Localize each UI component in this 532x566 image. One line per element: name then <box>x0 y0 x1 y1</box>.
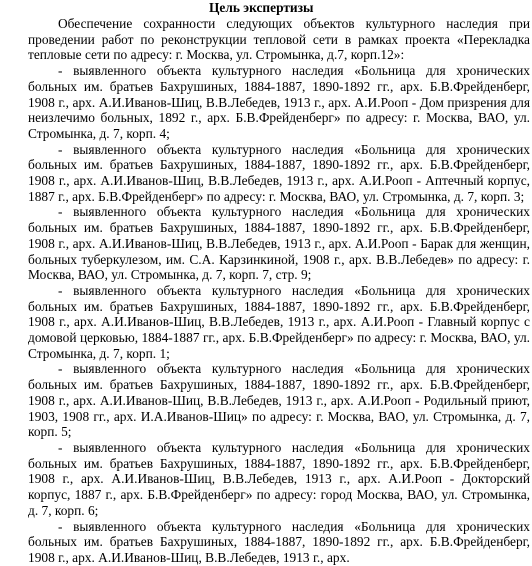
heritage-object-item-6: - выявленного объекта культурного наследия «Больница для хронических больных им. братьев Бахрушиных, 1884-1887, 1890-1892 гг., арх. Б.В.Фрейденберг, 1908 г., арх. А.И.Иванов-Шиц, В.В.Лебедев, 1913 г., арх. А.И.Рооп - Докторский корпус, 1887 г., арх. Б.В.Фрейденберг» по адресу: город Москва, ВАО, ул. Стромынка, д. 7, корп. 6; <box>28 439 530 518</box>
intro-paragraph: Обеспечение сохранности следующих объектов культурного наследия при проведении работ по реконструкции тепловой сети в рамках проекта «Перекладка тепловые сети по адресу: г. Москва, ул. Стромынка, д.7, корп.12»: <box>28 16 530 63</box>
heritage-object-item-7: - выявленного объекта культурного наследия «Больница для хронических больных им. братьев Бахрушиных, 1884-1887, 1890-1892 гг., арх. Б.В.Фрейденберг, 1908 г., арх. А.И.Иванов-Шиц, В.В.Лебедев, 1913 г., арх. <box>28 518 530 565</box>
heritage-object-item-1: - выявленного объекта культурного наследия «Больница для хронических больных им. братьев Бахрушиных, 1884-1887, 1890-1892 гг., арх. Б.В.Фрейденберг, 1908 г., арх. А.И.Иванов-Шиц, В.В.Лебедев, 1913 г., арх. А.И.Рооп - Дом призрения для неизлечимо больных, 1892 г., арх. Б.В.Фрейденберг» по адресу: г. Москва, ВАО, ул. Стромынка, д. 7, корп. 4; <box>28 63 530 141</box>
heritage-object-item-5: - выявленного объекта культурного наследия «Больница для хронических больных им. братьев Бахрушиных, 1884-1887, 1890-1892 гг., арх. Б.В.Фрейденберг, 1908 г., арх. А.И.Иванов-Шиц, В.В.Лебедев, 1913 г., арх. А.И.Рооп - Родильный приют, 1903, 1908 гг., арх. И.А.Иванов-Шиц» по адресу: г. Москва, ВАО, ул. Стромынка, д. 7, корп. 5; <box>28 361 530 440</box>
heritage-object-item-2: - выявленного объекта культурного наследия «Больница для хронических больных им. братьев Бахрушиных, 1884-1887, 1890-1892 гг., арх. Б.В.Фрейденберг, 1908 г., арх. А.И.Иванов-Шиц, В.В.Лебедев, 1913 г., арх. А.И.Рооп - Аптечный корпус, 1887 г., арх. Б.В.Фрейденберг» по адресу: г. Москва, ВАО, ул. Стромынка, д. 7, корп. 3; <box>28 141 530 204</box>
section-heading: Цель экспертизы <box>209 0 314 15</box>
heritage-object-item-3: - выявленного объекта культурного наследия «Больница для хронических больных им. братьев Бахрушиных, 1884-1887, 1890-1892 гг., арх. Б.В.Фрейденберг, 1908 г., арх. А.И.Иванов-Шиц, В.В.Лебедев, 1913 г., арх. А.И.Рооп - Барак для женщин, больных туберкулезом, им. С.А. Карзинкиной, 1908 г., арх. В.В.Лебедев» по адресу: г. Москва, ВАО, ул. Стромынка, д. 7, корп. 7, стр. 9; <box>28 204 530 283</box>
heritage-object-item-4: - выявленного объекта культурного наследия «Больница для хронических больных им. братьев Бахрушиных, 1884-1887, 1890-1892 гг., арх. Б.В.Фрейденберг, 1908 г., арх. А.И.Иванов-Шиц, В.В.Лебедев, 1913 г., арх. А.И.Рооп - Главный корпус с домовой церковью, 1884-1887 гг., арх. Б.В.Фрейденберг» по адресу: г. Москва, ВАО, ул. Стромынка, д. 7, корп. 1; <box>28 282 530 361</box>
